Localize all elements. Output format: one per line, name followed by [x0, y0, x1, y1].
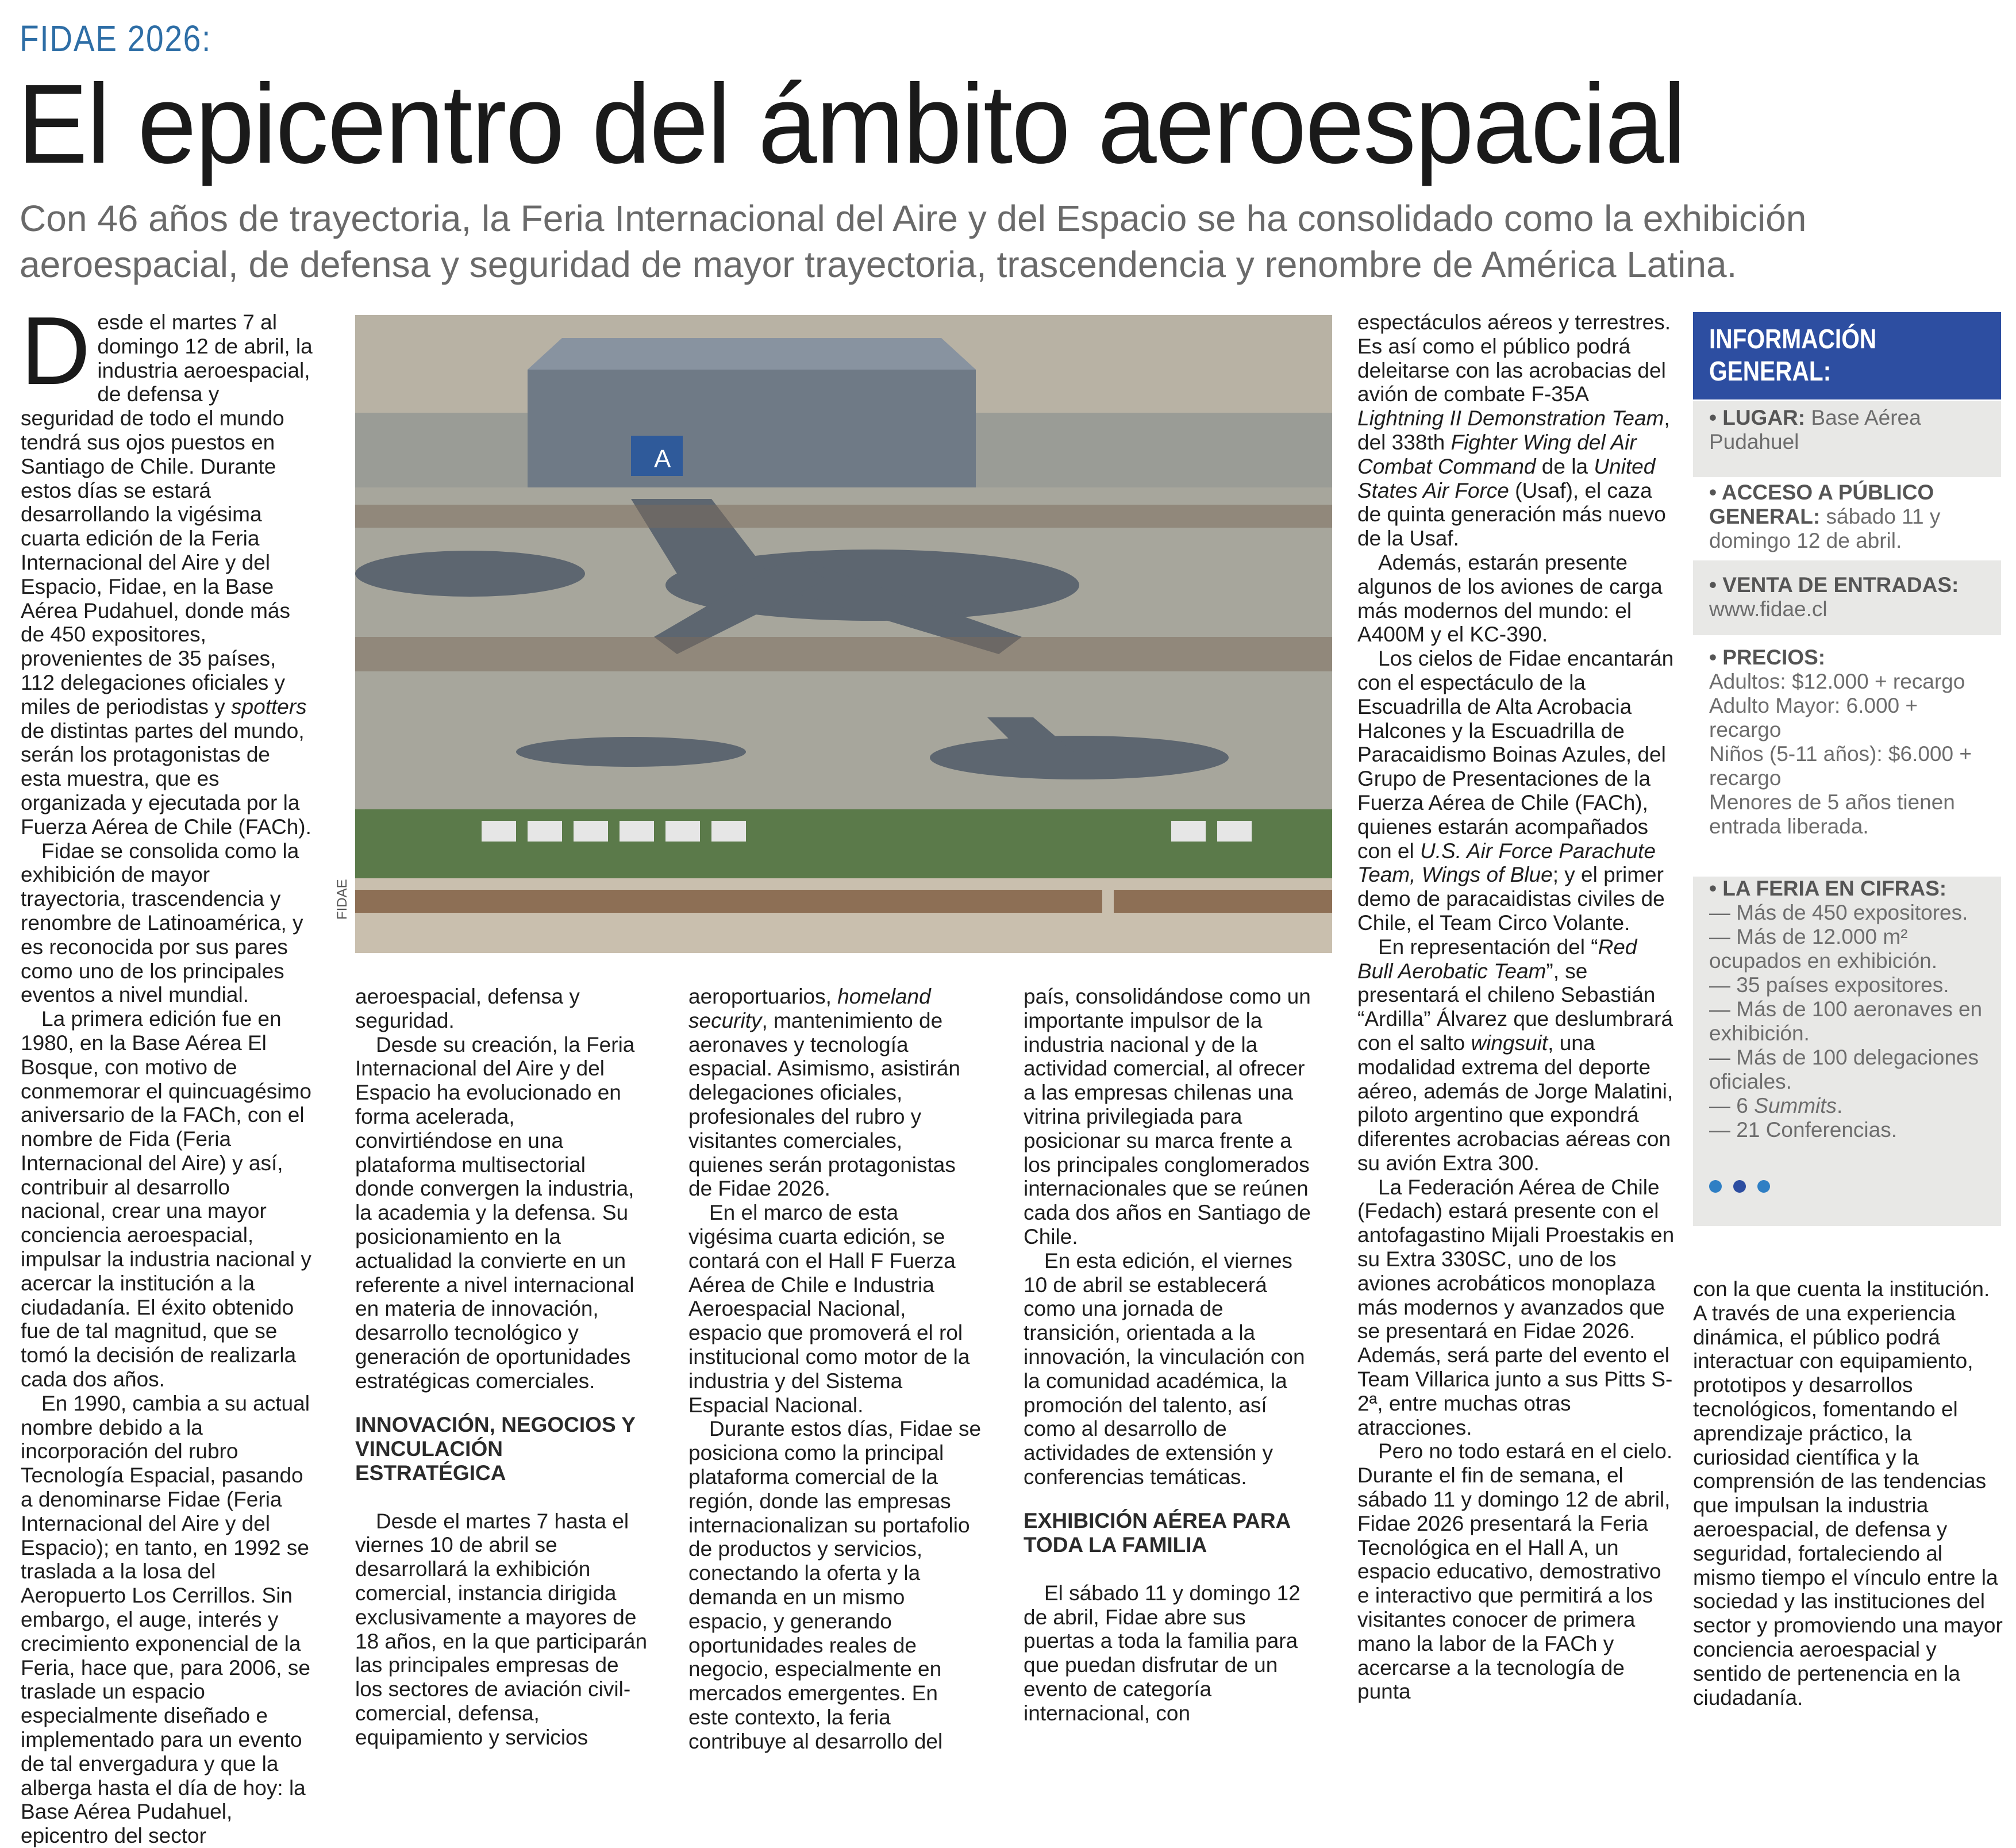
dot-icon [1709, 1180, 1722, 1193]
info-prices: • PRECIOS: Adultos: $12.000 + recargo Adulto Mayor: 6.000 + recargo Niños (5-11 años): $6.000 + recargo Menores de 5 años tienen entrada liberada. [1693, 635, 2001, 877]
info-access: • ACCESO A PÚBLICO GENERAL: sábado 11 y domingo 12 de abril. [1693, 477, 2001, 563]
paragraph: La Federación Aérea de Chile (Fedach) estará presente con el antofagastino Mijali Proestakis en su Extra 330SC, uno de los aviones acrobáticos monoplaza más modernos y avanzados que se presentará en Fidae 2026. Además, será parte del evento el Team Villarica junto a sus Pitts S-2ª, entre muchas otras atracciones. [1357, 1175, 1675, 1439]
column-5 [1357, 310, 1675, 1704]
paragraph: Desde su creación, la Feria Internacional del Aire y del Espacio ha evolucionado en forma acelerada, convirtiéndose en una plataforma multisectorial donde convergen la industria, la academia y la defensa. Su posicionamiento en la actualidad la convierte en un referente a nivel internacional en materia de innovación, desarrollo tecnológico y generación de oportunidades estratégicas comerciales. [355, 1032, 635, 1393]
paragraph: En esta edición, el viernes 10 de abril se establecerá como una jornada de transición, orientada a la innovación, la vinculación con la comunidad académica, la promoción del talento, así como al desarrollo de actividades de extensión y conferencias temáticas. [1024, 1248, 1305, 1489]
info-box-header: INFORMACIÓN GENERAL: [1693, 312, 2001, 399]
column-1 [21, 297, 315, 1848]
paragraph: En 1990, cambia a su actual nombre debido a la incorporación del rubro Tecnología Espacial, pasando a denominarse Fidae (Feria Internacional del Aire y del Espacio); en tanto, en 1992 se traslada a la losa del Aeropuerto Los Cerrillos. Sin embargo, el auge, interés y crecimiento exponencial de la Feria, hace que, para 2006, se traslade un espacio especialmente diseñado e implementado para un evento de tal envergadura y que la alberga hasta el día de hoy: la Base Aérea Pudahuel, epicentro del sector [21, 1391, 310, 1848]
paragraph: Además, estarán presente algunos de los aviones de carga más modernos del mundo: el A400M y el KC-390. [1357, 550, 1663, 647]
paragraph: espectáculos aéreos y terrestres. Es así como el público podrá deleitarse con las acrobacias del avión de combate F-35A Lightning II Demonstration Team, del 338th Fighter Wing del Air Combat Command de la United States Air Force (Usaf), el caza de quinta generación más nuevo de la Usaf. [1357, 310, 1671, 551]
subheading: EXHIBICIÓN AÉREA PARA TODA LA FAMILIA [1024, 1508, 1290, 1557]
info-tickets: • VENTA DE ENTRADAS: www.fidae.cl [1693, 560, 2001, 635]
column-6 [1693, 1277, 2003, 1709]
paragraph: Pero no todo estará en el cielo. Durante el fin de semana, el sábado 11 y domingo 12 de abril, Fidae 2026 presentará la Feria Tecnológica en el Hall A, un espacio educativo, demostrativo e interactivo que permitirá a los visitantes conocer de primera mano la labor de la FACh y acercarse a la tecnología de punta [1357, 1439, 1673, 1704]
column-3 [688, 985, 983, 1754]
hall-a-sign: A [654, 445, 671, 473]
subheading: INNOVACIÓN, NEGOCIOS Y VINCULACIÓN ESTRATÉGICA [355, 1412, 636, 1485]
column-4 [1024, 985, 1318, 1726]
column-2 [355, 985, 649, 1750]
paragraph: El sábado 11 y domingo 12 de abril, Fidae abre sus puertas a toda la familia para que puedan disfrutar de un evento de categoría internacional, con [1024, 1581, 1301, 1725]
info-figures: • LA FERIA EN CIFRAS: — Más de 450 expositores. — Más de 12.000 m² ocupados en exhibición. — 35 países expositores. — Más de 100 aeronaves en exhibición. — Más de 100 delegaciones oficiales. — 6 Summits. — 21 Conferencias. [1693, 877, 2001, 1226]
paragraph: aeroportuarios, homeland security, mantenimiento de aeronaves y tecnología espacial. Asimismo, asistirán delegaciones oficiales, profesionales del rubro y visitantes comerciales, quienes serán protagonistas de Fidae 2026. [688, 985, 960, 1201]
paragraph: Durante estos días, Fidae se posiciona como la principal plataforma comercial de la región, donde las empresas internacionalizan su portafolio de productos y servicios, conectando la oferta y la demanda en un mismo espacio, y generando oportunidades reales de negocio, especialmente en mercados emergentes. En este contexto, la feria contribuye al desarrollo del [688, 1417, 982, 1753]
paragraph: con la que cuenta la institución. A través de una experiencia dinámica, el público podrá interactuar con equipamiento, prototipos y desarrollos tecnológicos, fomentando el aprendizaje práctico, la curiosidad científica y la comprensión de las tendencias que impulsan la industria aeroespacial, de defensa y seguridad, fortaleciendo al mismo tiempo el vínculo entre la sociedad y las instituciones del sector y promoviendo una mayor conciencia aeroespacial y sentido de pertenencia en la ciudadanía. [1693, 1277, 2003, 1709]
paragraph: Fidae se consolida como la exhibición de mayor trayectoria, trascendencia y renombre de Latinoamérica, y es reconocida por sus pares como uno de los principales eventos a nivel mundial. [21, 839, 303, 1007]
airshow-photo [355, 315, 1332, 953]
dot-icon [1733, 1180, 1746, 1193]
paragraph: país, consolidándose como un importante impulsor de la industria nacional y de la actividad comercial, al ofrecer a las empresas chilenas una vitrina privilegiada para posicionar su marca frente a los principales conglomerados internacionales que se reúnen cada dos años en Santiago de Chile. [1024, 985, 1311, 1248]
lead-paragraph: Desde el martes 7 al domingo 12 de abril, la industria aeroespacial, de defensa y seguridad de todo el mundo tendrá sus ojos puestos en Santiago de Chile. Durante estos días se estará desarrollando la vigésima cuarta edición de la Feria Internacional del Aire y del Espacio, Fidae, en la Base Aérea Pudahuel, donde más de 450 expositores, provenientes de 35 países, 112 delegaciones oficiales y miles de periodistas y spotters de distintas partes del mundo, serán los protagonistas de esta muestra, que es organizada y ejecutada por la Fuerza Aérea de Chile (FACh). [21, 297, 313, 839]
drop-cap: D [21, 297, 91, 405]
photo-credit: FIDAE [334, 879, 350, 920]
paragraph: En el marco de esta vigésima cuarta edición, se contará con el Hall F Fuerza Aérea de Chile e Industria Aeroespacial Nacional, espacio que promoverá el rol institucional como motor de la industria y del Sistema Espacial Nacional. [688, 1201, 970, 1417]
dot-icon [1757, 1180, 1770, 1193]
headline: El epicentro del ámbito aeroespacial [17, 61, 1686, 187]
paragraph: Los cielos de Fidae encantarán con el espectáculo de la Escuadrilla de Alta Acrobacia Halcones y la Escuadrilla de Paracaidismo Boinas Azules, del Grupo de Presentaciones de la Fuerza Aérea de Chile (FACh), quienes estarán acompañados con el U.S. Air Force Parachute Team, Wings of Blue; y el primer demo de paracaidistas civiles de Chile, el Team Circo Volante. [1357, 647, 1674, 935]
decorative-dots [1709, 1180, 1782, 1196]
paragraph: En representación del “Red Bull Aerobatic Team”, se presentará el chileno Sebastián “Ardilla” Álvarez que deslumbrará con el salto wingsuit, una modalidad extrema del deporte aéreo, además de Jorge Malatini, piloto argentino que expondrá diferentes acrobacias aéreas con su avión Extra 300. [1357, 935, 1673, 1175]
paragraph: aeroespacial, defensa y seguridad. [355, 985, 580, 1032]
paragraph: Desde el martes 7 hasta el viernes 10 de abril se desarrollará la exhibición comercial, instancia dirigida exclusivamente a mayores de 18 años, en la que participarán las principales empresas de los sectores de aviación civil-comercial, defensa, equipamiento y servicios [355, 1509, 648, 1749]
paragraph: La primera edición fue en 1980, en la Base Aérea El Bosque, con motivo de conmemorar el quincuagésimo aniversario de la FACh, con el nombre de Fida (Feria Internacional del Aire) y así, contribuir al desarrollo nacional, crear una mayor conciencia aeroespacial, impulsar la industria nacional y acercar la institución a la ciudadanía. El éxito obtenido fue de tal magnitud, que se tomó la decisión de realizarla cada dos años. [21, 1007, 311, 1392]
info-location: • LUGAR: Base Aérea Pudahuel [1693, 401, 2001, 483]
kicker: FIDAE 2026: [20, 18, 212, 59]
deck: Con 46 años de trayectoria, la Feria Internacional del Aire y del Espacio se ha consolidado como la exhibición aeroespacial, de defensa y seguridad de mayor trayectoria, trascendencia y renombre de América Latina. [20, 198, 1807, 285]
